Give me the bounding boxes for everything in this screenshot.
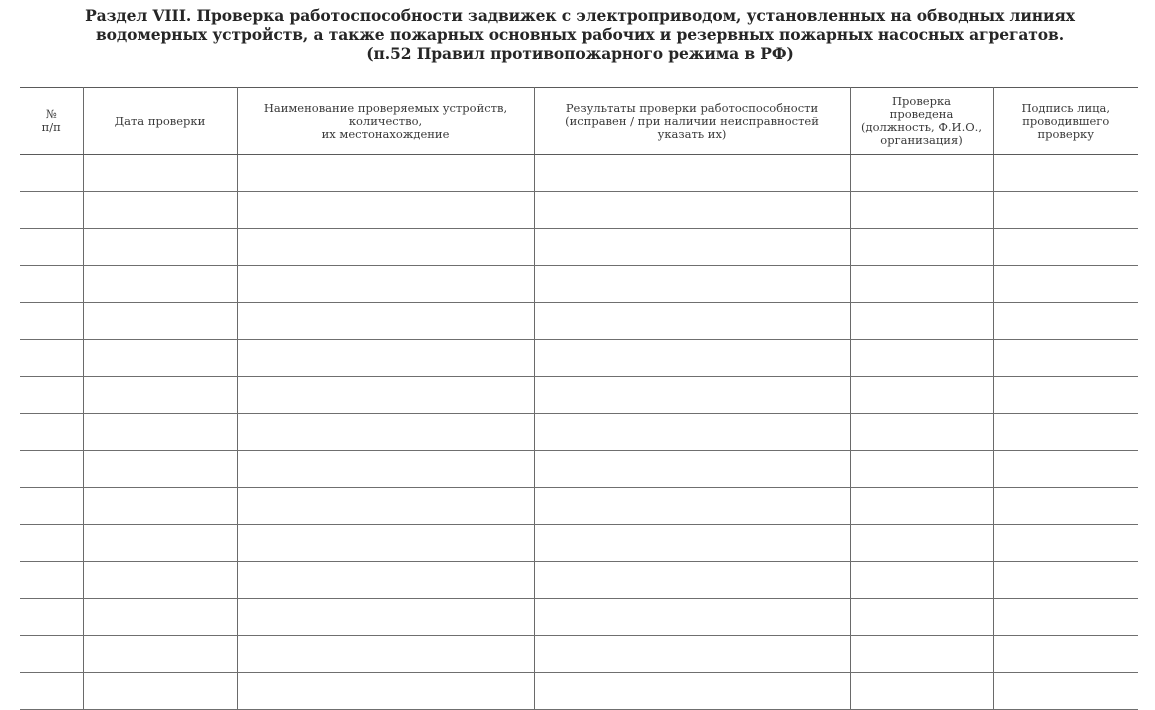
table-cell[interactable] (534, 525, 850, 562)
table-cell[interactable] (850, 229, 993, 266)
table-cell[interactable] (83, 377, 237, 414)
table-row (20, 414, 1138, 451)
table-cell[interactable] (20, 340, 83, 377)
table-cell[interactable] (993, 488, 1138, 525)
table-cell[interactable] (850, 377, 993, 414)
table-cell[interactable] (850, 414, 993, 451)
table-cell[interactable] (993, 562, 1138, 599)
header-inspector: Проверка проведена (должность, Ф.И.О., организация) (850, 88, 993, 155)
table-body (20, 155, 1138, 710)
table-cell[interactable] (20, 636, 83, 673)
table-cell[interactable] (850, 451, 993, 488)
table-header-row (20, 88, 1138, 155)
table-cell[interactable] (850, 636, 993, 673)
table-cell[interactable] (20, 229, 83, 266)
table-cell[interactable] (993, 340, 1138, 377)
table-cell[interactable] (20, 377, 83, 414)
table-cell[interactable] (993, 599, 1138, 636)
table-cell[interactable] (83, 599, 237, 636)
table-cell[interactable] (237, 451, 534, 488)
table-row (20, 599, 1138, 636)
table-cell[interactable] (83, 266, 237, 303)
section-title-line-1: Раздел VIII. Проверка работоспособности задвижек с электроприводом, установленных на обводных линиях (85, 6, 1075, 25)
table-cell[interactable] (83, 229, 237, 266)
table-cell[interactable] (850, 599, 993, 636)
table-row (20, 266, 1138, 303)
table-cell[interactable] (534, 377, 850, 414)
table-row (20, 673, 1138, 710)
table-cell[interactable] (20, 599, 83, 636)
table-cell[interactable] (850, 192, 993, 229)
table-cell[interactable] (237, 229, 534, 266)
table-cell[interactable] (850, 488, 993, 525)
table-cell[interactable] (83, 303, 237, 340)
table-cell[interactable] (993, 266, 1138, 303)
table-cell[interactable] (850, 673, 993, 710)
section-title (20, 6, 1140, 63)
table-cell[interactable] (83, 414, 237, 451)
table-cell[interactable] (20, 673, 83, 710)
table-cell[interactable] (534, 636, 850, 673)
table-cell[interactable] (20, 414, 83, 451)
table-row (20, 229, 1138, 266)
table-cell[interactable] (534, 155, 850, 192)
table-cell[interactable] (20, 488, 83, 525)
table-cell[interactable] (83, 340, 237, 377)
table-cell[interactable] (20, 451, 83, 488)
table-row (20, 303, 1138, 340)
table-cell[interactable] (534, 192, 850, 229)
table-cell[interactable] (993, 414, 1138, 451)
section-title-line-2: водомерных устройств, а также пожарных основных рабочих и резервных пожарных насосных агрегатов. (95, 25, 1065, 44)
table-cell[interactable] (237, 414, 534, 451)
table-cell[interactable] (237, 377, 534, 414)
table-cell[interactable] (993, 525, 1138, 562)
table-cell[interactable] (993, 636, 1138, 673)
table-cell[interactable] (83, 525, 237, 562)
table-cell[interactable] (20, 525, 83, 562)
table-cell[interactable] (534, 266, 850, 303)
header-signature: Подпись лица, проводившего проверку (993, 88, 1138, 155)
table-cell[interactable] (83, 562, 237, 599)
table-cell[interactable] (534, 414, 850, 451)
table-cell[interactable] (20, 266, 83, 303)
table-cell[interactable] (534, 673, 850, 710)
table-cell[interactable] (237, 488, 534, 525)
table-cell[interactable] (993, 451, 1138, 488)
table-cell[interactable] (237, 673, 534, 710)
table-cell[interactable] (237, 636, 534, 673)
table-cell[interactable] (534, 562, 850, 599)
table-cell[interactable] (83, 636, 237, 673)
table-cell[interactable] (850, 562, 993, 599)
table-cell[interactable] (534, 488, 850, 525)
table-cell[interactable] (83, 673, 237, 710)
table-cell[interactable] (850, 525, 993, 562)
table-row (20, 155, 1138, 192)
table-cell[interactable] (237, 562, 534, 599)
table-row (20, 192, 1138, 229)
table-cell[interactable] (83, 155, 237, 192)
header-check-results: Результаты проверки работоспособности (исправен / при наличии неисправностей указать их) (534, 88, 850, 155)
table-row (20, 525, 1138, 562)
table-cell[interactable] (993, 229, 1138, 266)
table-cell[interactable] (20, 155, 83, 192)
table-cell[interactable] (993, 192, 1138, 229)
table-cell[interactable] (237, 599, 534, 636)
table-cell[interactable] (20, 562, 83, 599)
table-cell[interactable] (534, 229, 850, 266)
table-cell[interactable] (534, 599, 850, 636)
table-cell[interactable] (237, 155, 534, 192)
header-check-date: Дата проверки (83, 88, 237, 155)
table-row (20, 488, 1138, 525)
table-cell[interactable] (850, 340, 993, 377)
table-cell[interactable] (20, 303, 83, 340)
table-cell[interactable] (237, 192, 534, 229)
table-row (20, 636, 1138, 673)
table-row (20, 562, 1138, 599)
table-cell[interactable] (237, 266, 534, 303)
table-cell[interactable] (534, 340, 850, 377)
table-cell[interactable] (534, 303, 850, 340)
table-row (20, 340, 1138, 377)
inspection-log-table (20, 87, 1138, 710)
table-cell[interactable] (534, 451, 850, 488)
section-title-line-3: (п.52 Правил противопожарного режима в РФ) (366, 44, 794, 63)
table-row (20, 451, 1138, 488)
table-cell[interactable] (237, 303, 534, 340)
header-device-name: Наименование проверяемых устройств, количество, их местонахождение (237, 88, 534, 155)
table-cell[interactable] (237, 525, 534, 562)
header-number: № п/п (20, 88, 83, 155)
table-cell[interactable] (83, 192, 237, 229)
table-row (20, 377, 1138, 414)
table-cell[interactable] (850, 303, 993, 340)
table-cell[interactable] (83, 488, 237, 525)
table-cell[interactable] (237, 340, 534, 377)
table-cell[interactable] (993, 155, 1138, 192)
table-cell[interactable] (20, 192, 83, 229)
table-cell[interactable] (850, 155, 993, 192)
table-cell[interactable] (993, 377, 1138, 414)
table-cell[interactable] (83, 451, 237, 488)
table-cell[interactable] (993, 303, 1138, 340)
table-cell[interactable] (993, 673, 1138, 710)
table-cell[interactable] (850, 266, 993, 303)
